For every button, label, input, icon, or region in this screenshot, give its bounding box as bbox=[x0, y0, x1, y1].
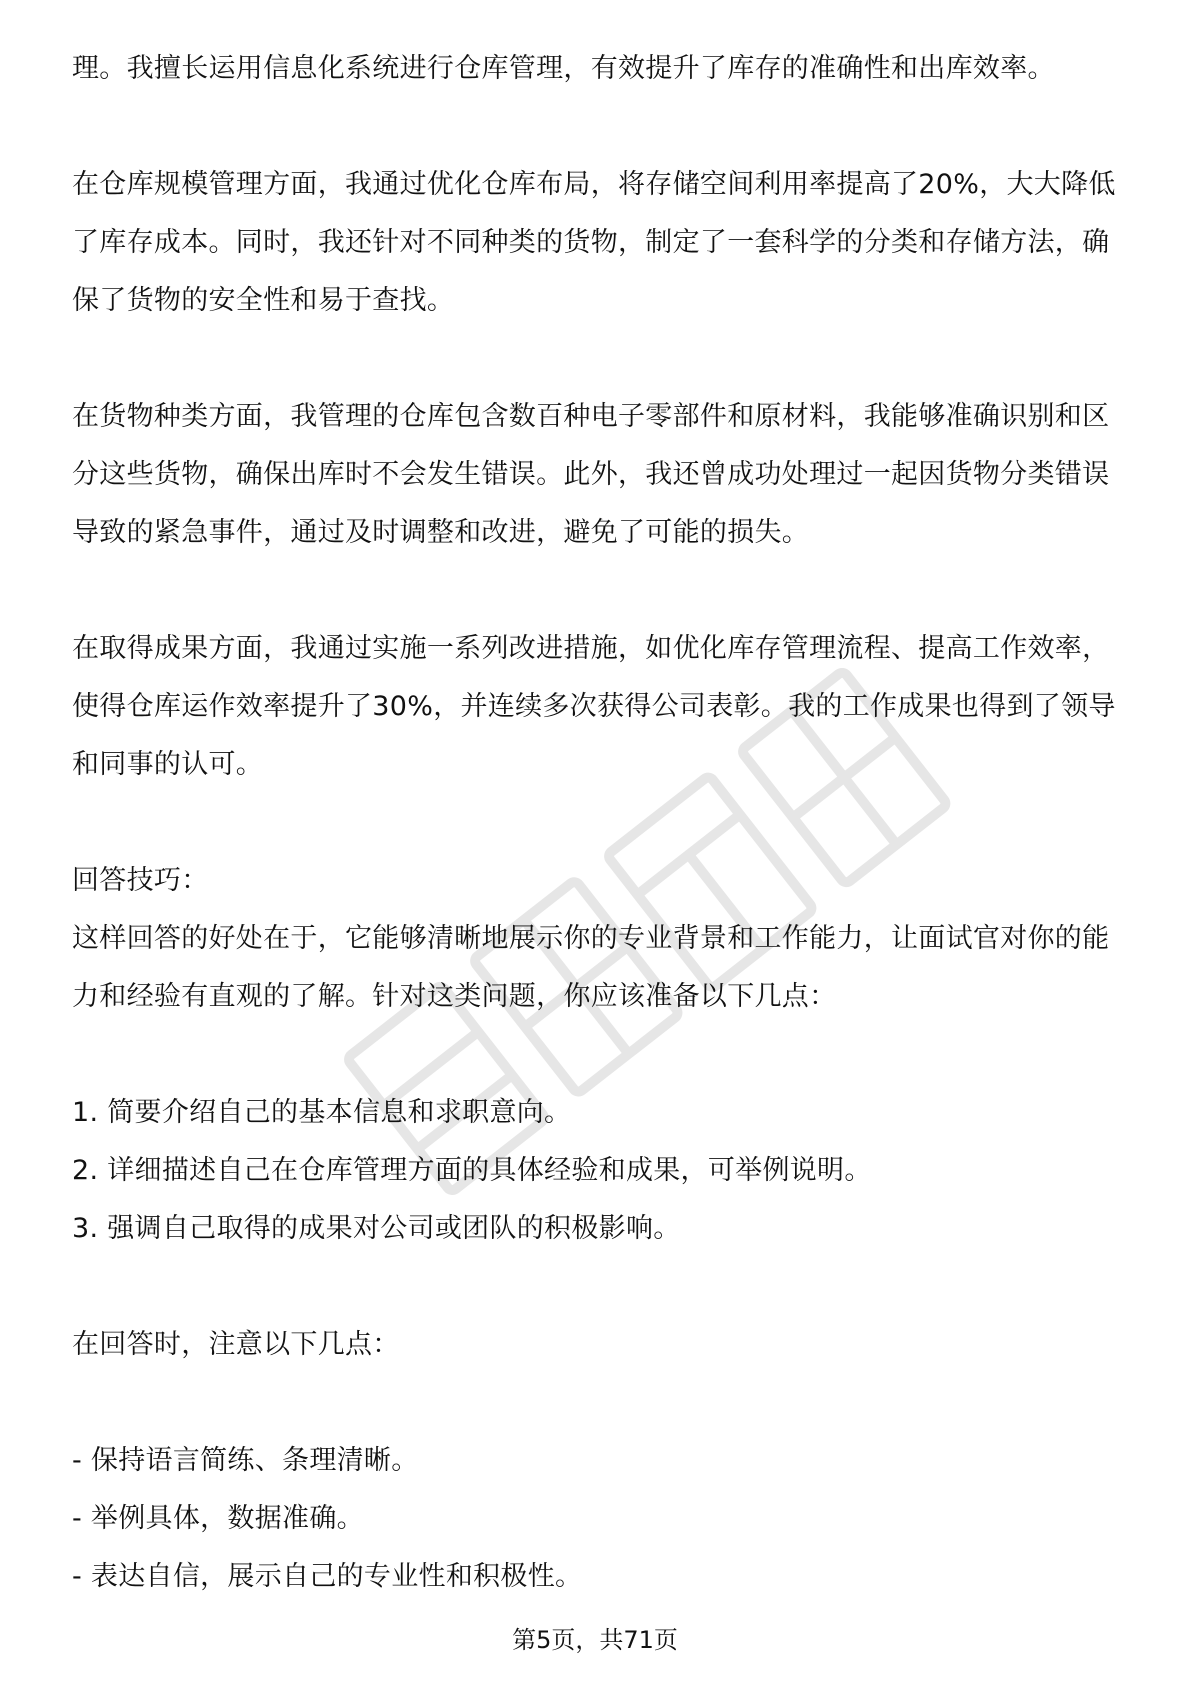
paragraph-goods-types: 在货物种类方面，我管理的仓库包含数百种电子零部件和原材料，我能够准确识别和区分这些货物，确保出库时不会发生错误。此外，我还曾成功处理过一起因货物分类错误导致的紧急事件，通过及时调整和改进，避免了可能的损失。 bbox=[72, 401, 1110, 548]
tips-heading: 回答技巧： bbox=[72, 865, 209, 896]
document-body bbox=[72, 40, 1122, 1606]
page-number: 第5页，共71页 bbox=[512, 1626, 678, 1654]
paragraph-scale-management: 在仓库规模管理方面，我通过优化仓库布局，将存储空间利用率提高了20%，大大降低了库存成本。同时，我还针对不同种类的货物，制定了一套科学的分类和存储方法，确保了货物的安全性和易于查找。 bbox=[72, 169, 1116, 316]
tips-intro: 这样回答的好处在于，它能够清晰地展示你的专业背景和工作能力，让面试官对你的能力和经验有直观的了解。针对这类问题，你应该准备以下几点： bbox=[72, 923, 1110, 1012]
notes-heading: 在回答时，注意以下几点： bbox=[72, 1329, 400, 1360]
numbered-item: 1. 简要介绍自己的基本信息和求职意向。 bbox=[72, 1097, 572, 1128]
paragraph-achievements: 在取得成果方面，我通过实施一系列改进措施，如优化库存管理流程、提高工作效率，使得仓库运作效率提升了30%，并连续多次获得公司表彰。我的工作成果也得到了领导和同事的认可。 bbox=[72, 633, 1116, 780]
bullet-item: - 表达自信，展示自己的专业性和积极性。 bbox=[72, 1561, 583, 1592]
bullet-item: - 保持语言简练、条理清晰。 bbox=[72, 1445, 419, 1476]
numbered-item: 2. 详细描述自己在仓库管理方面的具体经验和成果，可举例说明。 bbox=[72, 1155, 872, 1186]
numbered-item: 3. 强调自己取得的成果对公司或团队的积极影响。 bbox=[72, 1213, 681, 1244]
bullet-item: - 举例具体，数据准确。 bbox=[72, 1503, 364, 1534]
paragraph-continuation: 理。我擅长运用信息化系统进行仓库管理，有效提升了库存的准确性和出库效率。 bbox=[72, 53, 1055, 84]
